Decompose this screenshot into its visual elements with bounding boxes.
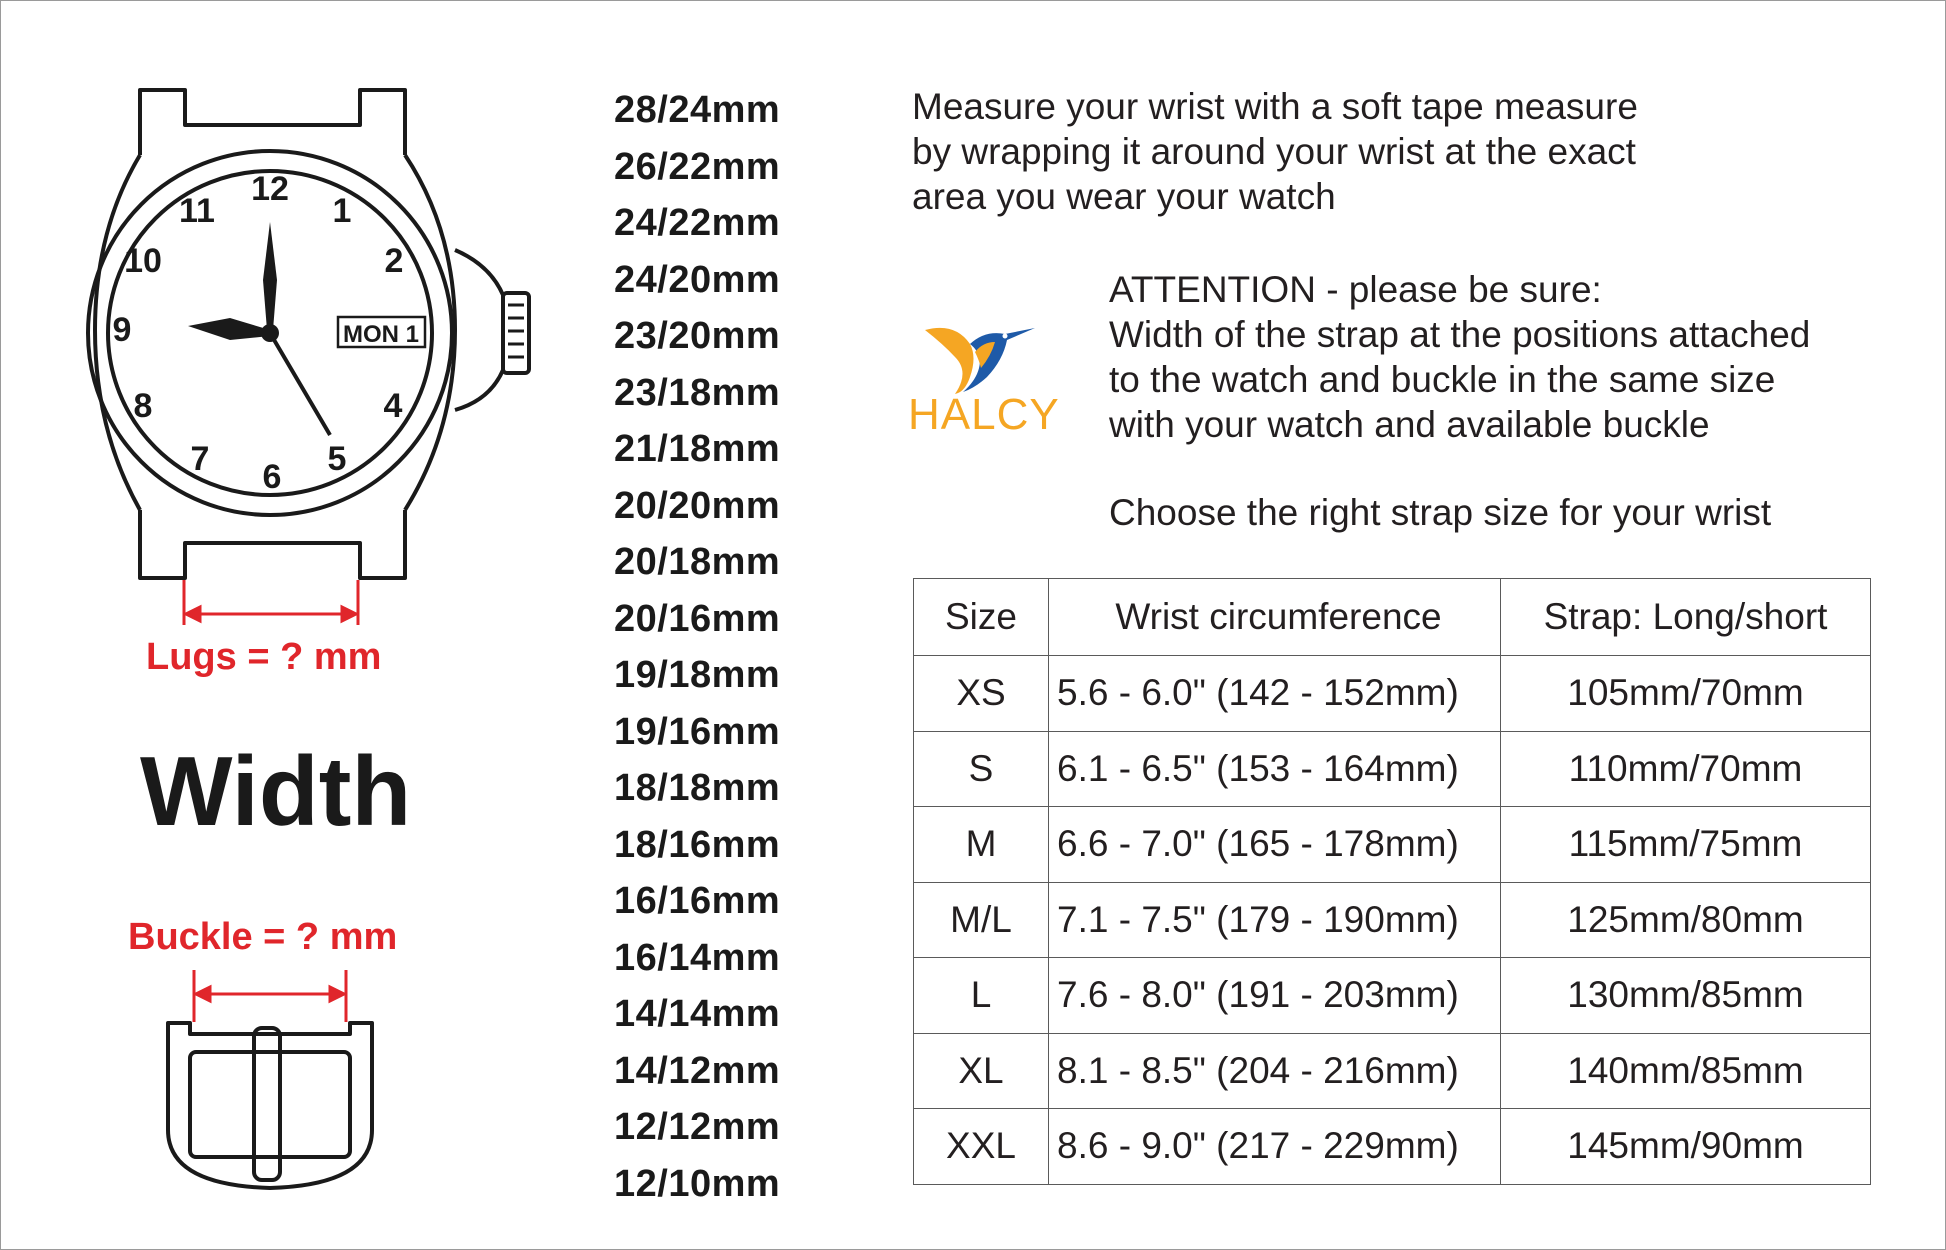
strap-size: 14/14mm xyxy=(614,993,781,1035)
table-cell-strap: 110mm/70mm xyxy=(1501,731,1871,807)
table-row xyxy=(914,1109,1871,1185)
table-cell-size: XL xyxy=(914,1033,1049,1109)
table-cell-strap: 130mm/85mm xyxy=(1501,958,1871,1034)
second-hand xyxy=(270,333,330,435)
table-cell-wrist: 6.1 - 6.5" (153 - 164mm) xyxy=(1049,731,1501,807)
buckle-inner xyxy=(190,1052,350,1157)
intro-line: by wrapping it around your wrist at the exact xyxy=(912,131,1636,172)
strap-size: 23/18mm xyxy=(614,371,781,414)
strap-size: 19/16mm xyxy=(614,710,781,753)
strap-size: 28/24mm xyxy=(614,89,781,131)
attention-line: ATTENTION - please be sure: xyxy=(1109,269,1602,310)
numeral-11: 11 xyxy=(179,192,215,230)
numeral-6: 6 xyxy=(262,458,282,496)
table-cell-size: L xyxy=(914,958,1049,1034)
table-header-size: Size xyxy=(914,579,1049,656)
strap-size: 12/12mm xyxy=(614,1106,781,1148)
numeral-12: 12 xyxy=(251,170,289,208)
strap-size: 23/20mm xyxy=(614,315,781,357)
buckle-label: Buckle = ? mm xyxy=(128,916,398,958)
table-cell-wrist: 5.6 - 6.0" (142 - 152mm) xyxy=(1049,656,1501,732)
table-cell-wrist: 8.1 - 8.5" (204 - 216mm) xyxy=(1049,1033,1501,1109)
halcy-logo-text: HALCY xyxy=(908,390,1060,439)
minute-hand xyxy=(263,222,277,330)
numeral-9: 9 xyxy=(112,311,132,349)
table-cell-size: M xyxy=(914,807,1049,883)
watch-bottom-lugs xyxy=(140,510,405,578)
attention-line: Width of the strap at the positions attached xyxy=(1109,314,1811,355)
numeral-10: 10 xyxy=(124,242,162,280)
strap-size: 24/22mm xyxy=(614,202,781,244)
strap-size: 16/14mm xyxy=(614,936,781,979)
choose-text: Choose the right strap size for your wrist xyxy=(1109,492,1772,533)
table-cell-strap: 115mm/75mm xyxy=(1501,807,1871,883)
numeral-4: 4 xyxy=(383,387,403,425)
table-header-wrist: Wrist circumference xyxy=(1049,579,1501,656)
strap-size: 21/18mm xyxy=(614,428,781,470)
strap-size: 20/20mm xyxy=(614,484,781,527)
watch-top-lugs xyxy=(140,90,405,155)
intro-line: Measure your wrist with a soft tape measure xyxy=(912,86,1638,127)
strap-size: 20/18mm xyxy=(614,541,781,583)
table-row xyxy=(914,1033,1871,1109)
buckle-frame xyxy=(168,1023,372,1188)
numeral-1: 1 xyxy=(332,192,352,230)
numeral-8: 8 xyxy=(133,387,153,425)
watch-illustration xyxy=(0,0,560,640)
date-window-text: MON 1 xyxy=(342,321,420,348)
table-header-row xyxy=(914,579,1871,656)
intro-text xyxy=(912,84,1812,219)
table-row xyxy=(914,807,1871,883)
table-cell-size: XS xyxy=(914,656,1049,732)
numeral-2: 2 xyxy=(384,242,404,280)
strap-size: 14/12mm xyxy=(614,1049,781,1092)
size-table xyxy=(913,578,1871,1185)
table-cell-wrist: 6.6 - 7.0" (165 - 178mm) xyxy=(1049,807,1501,883)
buckle-illustration xyxy=(150,960,390,1200)
strap-size: 18/16mm xyxy=(614,823,781,866)
table-cell-strap: 140mm/85mm xyxy=(1501,1033,1871,1109)
table-cell-size: XXL xyxy=(914,1109,1049,1185)
attention-line: with your watch and available buckle xyxy=(1109,404,1710,445)
numeral-7: 7 xyxy=(190,440,210,478)
strap-size-list xyxy=(614,82,804,1212)
table-row xyxy=(914,958,1871,1034)
strap-size: 18/18mm xyxy=(614,767,781,809)
strap-size: 12/10mm xyxy=(614,1162,781,1205)
table-cell-size: S xyxy=(914,731,1049,807)
table-row xyxy=(914,656,1871,732)
hour-hand xyxy=(188,318,270,340)
strap-size: 24/20mm xyxy=(614,258,781,301)
attention-line: to the watch and buckle in the same size xyxy=(1109,359,1776,400)
strap-size: 26/22mm xyxy=(614,145,781,188)
strap-size: 19/18mm xyxy=(614,654,781,696)
table-cell-strap: 145mm/90mm xyxy=(1501,1109,1871,1185)
watch-hands xyxy=(188,222,330,435)
strap-size: 16/16mm xyxy=(614,880,781,922)
table-row xyxy=(914,731,1871,807)
table-cell-wrist: 7.6 - 8.0" (191 - 203mm) xyxy=(1049,958,1501,1034)
halcy-bird-icon xyxy=(925,322,1035,397)
table-cell-wrist: 8.6 - 9.0" (217 - 229mm) xyxy=(1049,1109,1501,1185)
table-cell-strap: 125mm/80mm xyxy=(1501,882,1871,958)
table-header-strap: Strap: Long/short xyxy=(1501,579,1871,656)
numeral-5: 5 xyxy=(327,440,347,478)
attention-text xyxy=(1109,267,1929,447)
table-cell-size: M/L xyxy=(914,882,1049,958)
table-cell-wrist: 7.1 - 7.5" (179 - 190mm) xyxy=(1049,882,1501,958)
lugs-label: Lugs = ? mm xyxy=(146,636,382,678)
strap-size: 20/16mm xyxy=(614,597,781,640)
width-title: Width xyxy=(140,736,412,846)
intro-line: area you wear your watch xyxy=(912,176,1336,217)
table-cell-strap: 105mm/70mm xyxy=(1501,656,1871,732)
table-row xyxy=(914,882,1871,958)
